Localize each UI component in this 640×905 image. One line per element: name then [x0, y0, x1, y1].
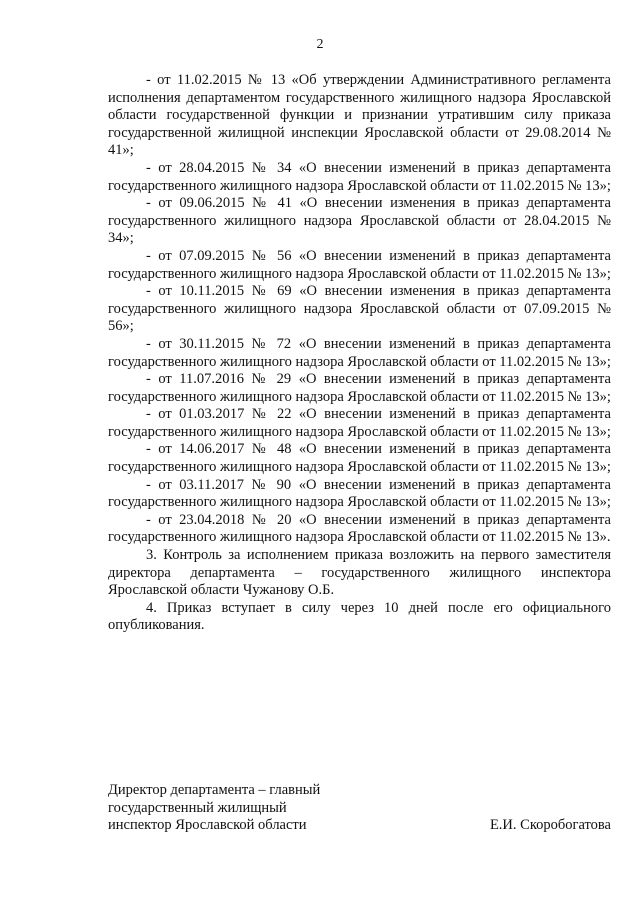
list-item: - от 14.06.2017 № 48 «О внесении изменений в приказ департамента государственного жилищного надзора Ярославской области от 11.02.2015 № 13»;	[108, 441, 611, 476]
page-number: 2	[316, 37, 324, 52]
list-item: - от 03.11.2017 № 90 «О внесении изменений в приказ департамента государственного жилищного надзора Ярославской области от 11.02.2015 № 13»;	[108, 476, 611, 511]
list-item: - от 07.09.2015 № 56 «О внесении изменений в приказ департамента государственного жилищного надзора Ярославской области от 11.02.2015 № 13»;	[108, 247, 611, 282]
list-item: - от 11.02.2015 № 13 «Об утверждении Административного регламента исполнения департаментом государственного жилищного надзора Ярославской области государственной функции и признании утратившим силу приказа государственной жилищной инспекции Ярославской области от 29.08.2014 № 41»;	[108, 72, 611, 159]
signatory-name: Е.И. Скоробогатова	[489, 817, 611, 834]
signatory-last-line	[108, 817, 611, 835]
clause-4-paragraph: 4. Приказ вступает в силу через 10 дней после его официального опубликования.	[108, 599, 611, 634]
signatory-title-line-2: государственный жилищный	[108, 799, 287, 816]
list-item: - от 01.03.2017 № 22 «О внесении изменений в приказ департамента государственного жилищного надзора Ярославской области от 11.02.2015 № 13»;	[108, 406, 611, 440]
list-item: - от 30.11.2015 № 72 «О внесении изменений в приказ департамента государственного жилищного надзора Ярославской области от 11.02.2015 № 13»;	[108, 335, 611, 370]
signature-block	[108, 782, 611, 835]
signatory-title-line-1: Директор департамента – главный	[108, 782, 321, 798]
document-body	[108, 72, 611, 635]
list-item: - от 23.04.2018 № 20 «О внесении изменений в приказ департамента государственного жилищного надзора Ярославской области от 11.02.2015 № 13».	[108, 511, 611, 546]
list-item: - от 10.11.2015 № 69 «О внесении изменения в приказ департамента государственного жилищного надзора Ярославской области от 07.09.2015 № 56»;	[108, 283, 611, 335]
list-item: - от 11.07.2016 № 29 «О внесении изменений в приказ департамента государственного жилищного надзора Ярославской области от 11.02.2015 № 13»;	[108, 371, 611, 405]
clause-3-paragraph: 3. Контроль за исполнением приказа возложить на первого заместителя директора департамента – государственного жилищного инспектора Ярославской области Чужанову О.Б.	[108, 547, 611, 599]
list-item: - от 09.06.2015 № 41 «О внесении изменения в приказ департамента государственного жилищного надзора Ярославской области от 28.04.2015 № 34»;	[108, 195, 611, 247]
list-item: - от 28.04.2015 № 34 «О внесении изменений в приказ департамента государственного жилищного надзора Ярославской области от 11.02.2015 № 13»;	[108, 159, 611, 194]
signatory-title-line-3: инспектор Ярославской области	[108, 817, 307, 834]
